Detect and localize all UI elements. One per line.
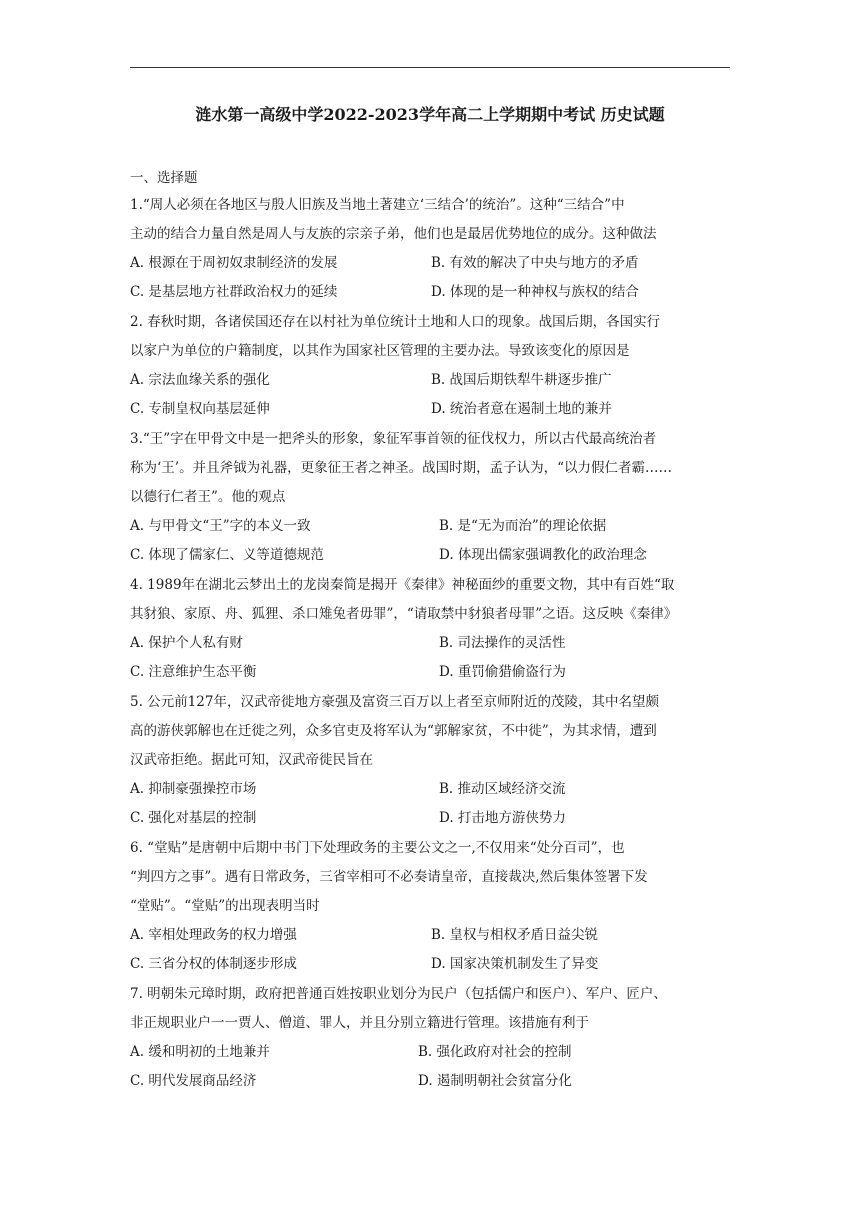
options-row [130, 395, 730, 424]
question-text-line: 以家户为单位的户籍制度，以其作为国家社区管理的主要办法。导致该变化的原因是 [130, 343, 630, 359]
options-row [130, 1038, 730, 1067]
question-1 [130, 191, 730, 307]
option-d: D. 体现的是一种神权与族权的结合 [431, 284, 639, 300]
options-row [130, 921, 730, 950]
question-text-line: 3.“王”字在甲骨文中是一把斧头的形象，象征军事首领的征伐权力，所以古代最高统治者 [130, 431, 657, 447]
question-text-line: 2. 春秋时期，各诸侯国还存在以村社为单位统计土地和人口的现象。战国后期，各国实行 [130, 314, 661, 330]
question-text-line: 以德行仁者王”。他的观点 [130, 489, 286, 505]
option-c: C. 强化对基层的控制 [130, 810, 257, 826]
question-text-line: 5. 公元前127年，汉武帝徙地方豪强及富资三百万以上者至京师附近的茂陵，其中名望颇 [130, 694, 659, 710]
question-text-line: 称为‘王’。并且斧钺为礼器，更象征王者之神圣。战国时期，孟子认为，“以力假仁者霸…… [130, 460, 672, 476]
question-5 [130, 688, 730, 833]
option-b: B. 强化政府对社会的控制 [418, 1044, 572, 1060]
option-a: A. 根源在于周初奴隶制经济的发展 [130, 255, 338, 271]
options-row [130, 629, 730, 658]
question-text-line: “堂贴”。“堂贴”的出现表明当时 [130, 898, 320, 914]
question-2 [130, 308, 730, 424]
options-row [130, 366, 730, 395]
question-text-line: 其豺狼、家原、舟、狐狸、杀口雉兔者毋罪”，“请取禁中豺狼者母罪”之语。这反映《秦律》 [130, 606, 678, 622]
page-title: 涟水第一高级中学2022-2023学年高二上学期期中考试 历史试题 [195, 105, 665, 124]
option-d: D. 遏制明朝社会贫富分化 [418, 1073, 572, 1089]
question-text-line: 1.“周人必须在各地区与殷人旧族及当地土著建立‘三结合’的统治”。这种“三结合”中 [130, 197, 625, 213]
options-row [130, 278, 730, 307]
question-7 [130, 980, 730, 1096]
question-6 [130, 834, 730, 979]
option-d: D. 打击地方游侠势力 [439, 810, 566, 826]
option-c: C. 明代发展商品经济 [130, 1073, 257, 1089]
question-text-line: 主动的结合力量自然是周人与友族的宗亲子弟，他们也是最居优势地位的成分。这种做法 [130, 226, 657, 242]
option-c: C. 三省分权的体制逐步形成 [130, 956, 297, 972]
question-4 [130, 571, 730, 687]
question-text-line: 汉武帝拒绝。据此可知，汉武帝徙民旨在 [130, 752, 373, 768]
options-row [130, 512, 730, 541]
options-row [130, 249, 730, 278]
option-d: D. 体现出儒家强调教化的政治理念 [439, 547, 647, 563]
option-b: B. 战国后期铁犁牛耕逐步推广 [431, 372, 612, 388]
question-text-line: 非正规职业户一一贾人、僧道、罪人，并且分别立籍进行管理。该措施有利于 [130, 1015, 589, 1031]
option-b: B. 有效的解决了中央与地方的矛盾 [431, 255, 639, 271]
option-a: A. 抑制豪强操控市场 [130, 781, 257, 797]
section-heading: 一、选择题 [130, 170, 198, 186]
option-c: C. 是基层地方社群政治权力的延续 [130, 284, 338, 300]
option-a: A. 宰相处理政务的权力增强 [130, 927, 297, 943]
question-text-line: 7. 明朝朱元璋时期，政府把普通百姓按职业划分为民户（包括儒户和医户）、军户、匠户、 [130, 986, 667, 1002]
option-d: D. 国家决策机制发生了异变 [431, 956, 599, 972]
options-row [130, 541, 730, 570]
options-row [130, 950, 730, 979]
option-a: A. 与甲骨文“王”字的本义一致 [130, 518, 311, 534]
question-3 [130, 425, 730, 570]
options-row [130, 658, 730, 687]
option-b: B. 皇权与相权矛盾日益尖锐 [431, 927, 599, 943]
option-d: D. 统治者意在遏制土地的兼并 [431, 401, 612, 417]
option-b: B. 推动区域经济交流 [439, 781, 566, 797]
question-text-line: 4. 1989年在湖北云梦出土的龙岗秦简是揭开《秦律》神秘面纱的重要文物，其中有百姓“取 [130, 577, 675, 593]
question-text-line: 6. “堂贴”是唐朝中后期中书门下处理政务的主要公文之一,不仅用来“处分百司”，也 [130, 840, 625, 856]
option-b: B. 是“无为而治”的理论依据 [439, 518, 607, 534]
options-row [130, 1067, 730, 1096]
options-row [130, 775, 730, 804]
options-row [130, 804, 730, 833]
question-text-line: “判四方之事”。遇有日常政务，三省宰相可不必奏请皇帝，直接裁决,然后集体签署下发 [130, 869, 648, 885]
option-c: C. 体现了儒家仁、义等道德规范 [130, 547, 324, 563]
header-rule [130, 67, 730, 68]
option-d: D. 重罚偷猎偷盗行为 [439, 664, 566, 680]
option-b: B. 司法操作的灵活性 [439, 635, 566, 651]
option-a: A. 宗法血缘关系的强化 [130, 372, 270, 388]
option-c: C. 专制皇权向基层延伸 [130, 401, 270, 417]
option-c: C. 注意维护生态平衡 [130, 664, 257, 680]
option-a: A. 缓和明初的土地兼并 [130, 1044, 270, 1060]
option-a: A. 保护个人私有财 [130, 635, 243, 651]
question-text-line: 高的游侠郭解也在迁徙之列，众多官吏及将军认为“郭解家贫，不中徙”，为其求情，遭到 [130, 723, 657, 739]
